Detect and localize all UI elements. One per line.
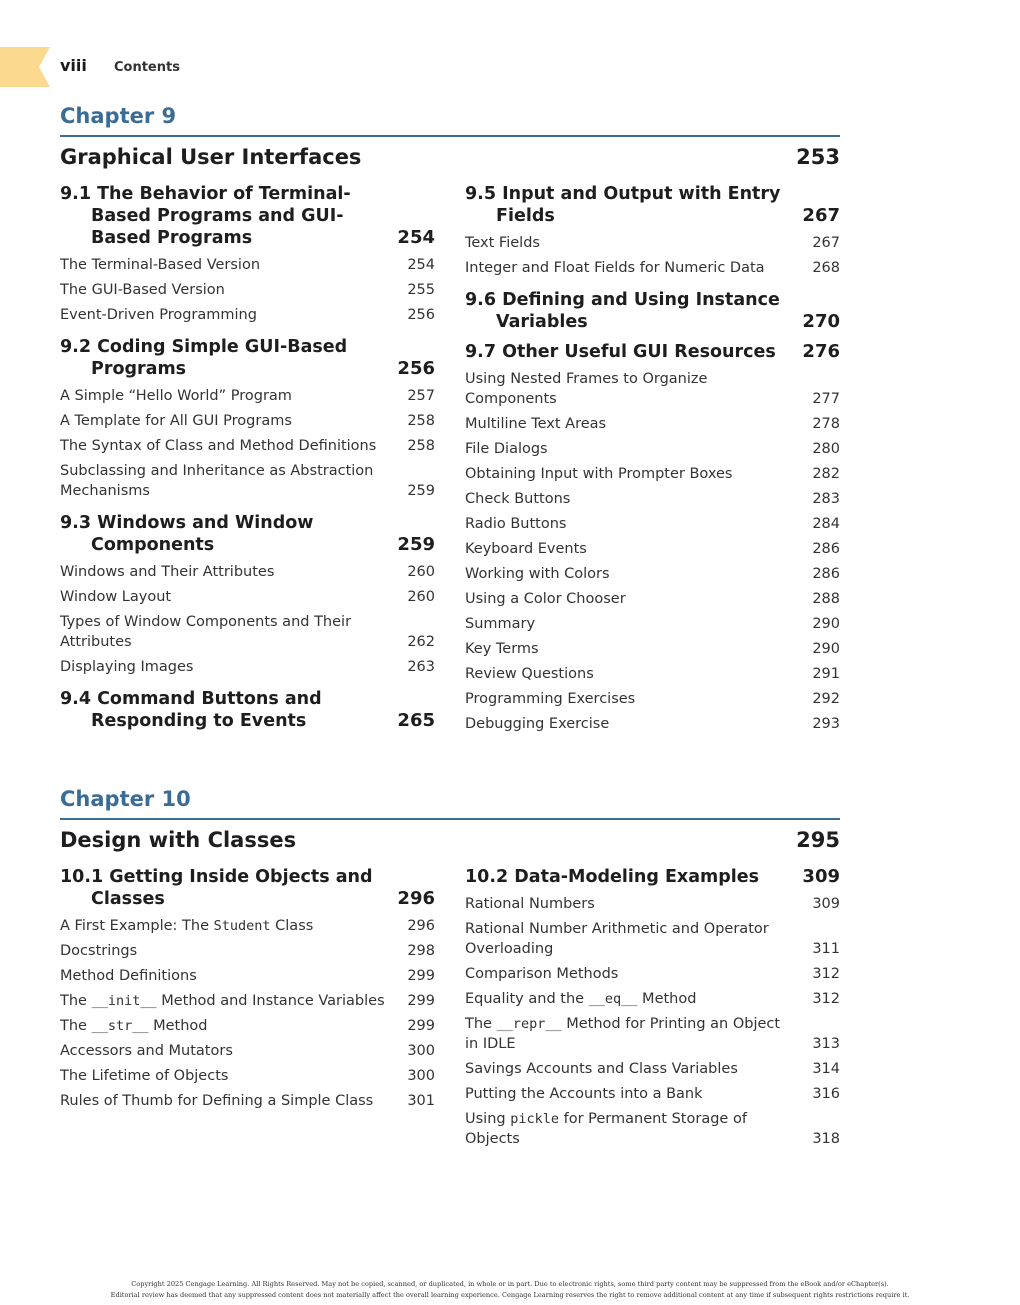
section-title: 10.2 Data-Modeling Examples bbox=[465, 867, 760, 887]
toc-subentry[interactable] bbox=[60, 1014, 435, 1039]
entry-text-part: A First Example: The bbox=[60, 918, 214, 934]
toc-subentry[interactable] bbox=[465, 662, 840, 687]
page-number-ref: 288 bbox=[812, 591, 840, 607]
toc-subentry[interactable] bbox=[60, 655, 435, 680]
toc-subentry[interactable] bbox=[60, 253, 435, 278]
toc-subentry[interactable] bbox=[465, 256, 840, 281]
page-number-ref: 277 bbox=[812, 391, 840, 407]
toc-subentry[interactable] bbox=[60, 1064, 435, 1089]
toc-subentry[interactable] bbox=[465, 917, 840, 962]
toc-left-column bbox=[60, 183, 435, 737]
code-term: __str__ bbox=[91, 1018, 149, 1034]
toc-subentry[interactable] bbox=[60, 939, 435, 964]
page-number-ref: 260 bbox=[407, 589, 435, 605]
entry-title bbox=[465, 1014, 795, 1054]
toc-subentry[interactable] bbox=[60, 384, 435, 409]
entry-title: Savings Accounts and Class Variables bbox=[465, 1061, 738, 1077]
toc-subentry[interactable] bbox=[60, 585, 435, 610]
toc-section-entry[interactable] bbox=[60, 183, 435, 249]
toc-subentry[interactable] bbox=[465, 637, 840, 662]
chapter-title[interactable]: Design with Classes bbox=[60, 828, 297, 852]
code-term: __eq__ bbox=[588, 991, 638, 1007]
page-number-ref: 309 bbox=[802, 866, 840, 887]
toc-subentry[interactable] bbox=[465, 687, 840, 712]
page-number-ref: 290 bbox=[812, 616, 840, 632]
entry-title: Windows and Their Attributes bbox=[60, 564, 275, 580]
toc-subentry[interactable] bbox=[465, 537, 840, 562]
section-title: 9.4 Command Buttons and Responding to Events bbox=[60, 689, 322, 731]
toc-subentry[interactable] bbox=[60, 989, 435, 1014]
page-number-ref: 256 bbox=[407, 307, 435, 323]
page-number-ref: 260 bbox=[407, 564, 435, 580]
page-number-ref: 284 bbox=[812, 516, 840, 532]
entry-title: Docstrings bbox=[60, 943, 138, 959]
page-number-ref: 258 bbox=[407, 413, 435, 429]
toc-section-entry[interactable] bbox=[60, 688, 435, 732]
page-number-ref: 298 bbox=[407, 943, 435, 959]
toc-section-entry[interactable] bbox=[465, 289, 840, 333]
page-number-ref: 296 bbox=[407, 918, 435, 934]
entry-title: The Terminal-Based Version bbox=[60, 257, 261, 273]
section-title: 9.6 Defining and Using Instance Variables bbox=[465, 290, 780, 332]
toc-section-entry[interactable] bbox=[465, 183, 840, 227]
page-number-ref: 312 bbox=[812, 991, 840, 1007]
toc-section-entry[interactable] bbox=[60, 866, 435, 910]
entry-title: Text Fields bbox=[465, 235, 540, 251]
toc-right-column bbox=[465, 183, 840, 737]
toc-subentry[interactable] bbox=[60, 434, 435, 459]
toc-subentry[interactable] bbox=[465, 962, 840, 987]
toc-subentry[interactable] bbox=[465, 1107, 840, 1152]
toc-right-column bbox=[465, 866, 840, 1152]
toc-section-entry[interactable] bbox=[60, 336, 435, 380]
toc-subentry[interactable] bbox=[465, 1012, 840, 1057]
chapter-rule bbox=[60, 818, 840, 820]
entry-title: Method Definitions bbox=[60, 968, 197, 984]
page-number-ref: 259 bbox=[407, 483, 435, 499]
entry-title: Integer and Float Fields for Numeric Data bbox=[465, 260, 765, 276]
toc-subentry[interactable] bbox=[465, 487, 840, 512]
page-number-ref: 299 bbox=[407, 1018, 435, 1034]
page-number-ref: 256 bbox=[397, 358, 435, 379]
entry-text-part: The bbox=[60, 1018, 92, 1034]
chapter-title-row bbox=[60, 145, 840, 169]
page-number-ref: 254 bbox=[407, 257, 435, 273]
toc-subentry[interactable] bbox=[465, 437, 840, 462]
entry-title: Review Questions bbox=[465, 666, 594, 682]
page-number-ref: 293 bbox=[812, 716, 840, 732]
entry-title: Obtaining Input with Prompter Boxes bbox=[465, 466, 733, 482]
running-header bbox=[60, 56, 180, 75]
entry-title: Accessors and Mutators bbox=[60, 1043, 233, 1059]
page-number-ref: 290 bbox=[812, 641, 840, 657]
entry-title: The GUI-Based Version bbox=[60, 282, 225, 298]
copyright-line: Editorial review has deemed that any suppressed content does not materially affect the overall learning experience. Cengage Learning reserves the right to remove additional content at any time if subsequent rights restrictions require it. bbox=[110, 1290, 910, 1299]
page-number-ref: 316 bbox=[812, 1086, 840, 1102]
copyright-notice bbox=[0, 1279, 1020, 1300]
entry-title bbox=[60, 916, 313, 936]
page-number-ref: 296 bbox=[397, 888, 435, 909]
entry-title: Debugging Exercise bbox=[465, 716, 610, 732]
entry-title: Displaying Images bbox=[60, 659, 194, 675]
page-number-ref: 314 bbox=[812, 1061, 840, 1077]
entry-title: Using a Color Chooser bbox=[465, 591, 626, 607]
toc-left-column bbox=[60, 866, 435, 1152]
toc-subentry[interactable] bbox=[465, 1082, 840, 1107]
toc-subentry[interactable] bbox=[465, 1057, 840, 1082]
page-number-ref: 255 bbox=[407, 282, 435, 298]
toc-section-entry[interactable] bbox=[465, 866, 840, 888]
entry-title bbox=[60, 991, 385, 1011]
entry-text-part: Method bbox=[637, 991, 697, 1007]
toc-columns bbox=[60, 183, 840, 737]
toc-section-entry[interactable] bbox=[60, 512, 435, 556]
page-number-ref: 291 bbox=[812, 666, 840, 682]
section-title: 10.1 Getting Inside Objects and Classes bbox=[60, 867, 373, 909]
toc-subentry[interactable] bbox=[60, 964, 435, 989]
toc-subentry[interactable] bbox=[465, 587, 840, 612]
entry-title: Putting the Accounts into a Bank bbox=[465, 1086, 703, 1102]
entry-title: Multiline Text Areas bbox=[465, 416, 607, 432]
entry-text-part: Method for Printing an Object in IDLE bbox=[465, 1016, 781, 1052]
entry-text-part: The bbox=[60, 993, 92, 1009]
page-number-ref: 311 bbox=[812, 941, 840, 957]
page-number-ref: 299 bbox=[407, 968, 435, 984]
section-title: 9.2 Coding Simple GUI-Based Programs bbox=[60, 337, 348, 379]
page-number-ref: 263 bbox=[407, 659, 435, 675]
toc-subentry[interactable] bbox=[60, 560, 435, 585]
chapter-title-row bbox=[60, 828, 840, 852]
entry-title: Rules of Thumb for Defining a Simple Class bbox=[60, 1093, 374, 1109]
toc-subentry[interactable] bbox=[465, 987, 840, 1012]
entry-text-part: for Permanent Storage of Objects bbox=[465, 1111, 747, 1147]
toc-columns bbox=[60, 866, 840, 1152]
entry-text-part: Equality and the bbox=[465, 991, 589, 1007]
entry-title bbox=[465, 989, 696, 1009]
entry-text-part: Method bbox=[148, 1018, 208, 1034]
page-number-ref: 313 bbox=[812, 1036, 840, 1052]
page-number-ref: 267 bbox=[812, 235, 840, 251]
entry-title: Keyboard Events bbox=[465, 541, 587, 557]
code-term: pickle bbox=[510, 1111, 559, 1127]
entry-title: Rational Number Arithmetic and Operator Overloading bbox=[465, 921, 769, 957]
toc-subentry[interactable] bbox=[60, 459, 435, 504]
running-title: Contents bbox=[113, 60, 180, 75]
entry-title: Check Buttons bbox=[465, 491, 571, 507]
toc-subentry[interactable] bbox=[60, 1039, 435, 1064]
section-title: 9.5 Input and Output with Entry Fields bbox=[465, 184, 781, 226]
page-number-ref: 300 bbox=[407, 1068, 435, 1084]
page-number-ref: 280 bbox=[812, 441, 840, 457]
page-number-ref: 254 bbox=[397, 227, 435, 248]
copyright-line: Copyright 2025 Cengage Learning. All Rights Reserved. May not be copied, scanned, or duplicated, in whole or in part. Due to electronic rights, some third party content may be suppressed from the eBook and/or eChapter(s). bbox=[131, 1280, 889, 1288]
entry-text-part: Class bbox=[270, 918, 314, 934]
section-title: 9.7 Other Useful GUI Resources bbox=[465, 342, 776, 362]
entry-title: Subclassing and Inheritance as Abstraction Mechanisms bbox=[60, 463, 374, 499]
page-number-ref: 259 bbox=[397, 534, 435, 555]
entry-title: Working with Colors bbox=[465, 566, 610, 582]
toc-subentry[interactable] bbox=[60, 914, 435, 939]
page-tab-decoration bbox=[0, 47, 50, 87]
entry-title: Window Layout bbox=[60, 589, 172, 605]
toc-subentry[interactable] bbox=[465, 512, 840, 537]
entry-title: Radio Buttons bbox=[465, 516, 567, 532]
page-number-ref: 257 bbox=[407, 388, 435, 404]
chapter-rule bbox=[60, 135, 840, 137]
page-number-ref: 309 bbox=[812, 896, 840, 912]
page-number-ref: 312 bbox=[812, 966, 840, 982]
page-number-ref: 318 bbox=[812, 1131, 840, 1147]
chapter-label: Chapter 10 bbox=[60, 787, 191, 811]
toc-subentry[interactable] bbox=[60, 303, 435, 328]
toc-subentry[interactable] bbox=[465, 712, 840, 737]
entry-text-part: The bbox=[465, 1016, 497, 1032]
section-title: 9.3 Windows and Window Components bbox=[60, 513, 314, 555]
toc-subentry[interactable] bbox=[465, 612, 840, 637]
toc-subentry[interactable] bbox=[60, 610, 435, 655]
page-number-ref: 278 bbox=[812, 416, 840, 432]
toc-subentry[interactable] bbox=[60, 278, 435, 303]
entry-title: Programming Exercises bbox=[465, 691, 636, 707]
entry-title: The Lifetime of Objects bbox=[60, 1068, 229, 1084]
page-number-ref: 258 bbox=[407, 438, 435, 454]
page-number-ref: 300 bbox=[407, 1043, 435, 1059]
page-number: viii bbox=[60, 56, 87, 75]
page-number-ref: 292 bbox=[812, 691, 840, 707]
toc-section-entry[interactable] bbox=[465, 341, 840, 363]
page-number-ref: 270 bbox=[802, 311, 840, 332]
toc-subentry[interactable] bbox=[60, 409, 435, 434]
toc-subentry[interactable] bbox=[465, 562, 840, 587]
entry-title: The Syntax of Class and Method Definitions bbox=[60, 438, 377, 454]
toc-subentry[interactable] bbox=[465, 231, 840, 256]
page-number-ref: 267 bbox=[802, 205, 840, 226]
page-number-ref: 286 bbox=[812, 566, 840, 582]
entry-title: Rational Numbers bbox=[465, 896, 595, 912]
chapter-page: 253 bbox=[796, 145, 840, 169]
page-number-ref: 262 bbox=[407, 634, 435, 650]
page-number-ref: 299 bbox=[407, 993, 435, 1009]
entry-title: Event-Driven Programming bbox=[60, 307, 257, 323]
chapter-title[interactable]: Graphical User Interfaces bbox=[60, 145, 362, 169]
page-number-ref: 286 bbox=[812, 541, 840, 557]
entry-title: Key Terms bbox=[465, 641, 539, 657]
entry-title: Comparison Methods bbox=[465, 966, 619, 982]
page-number-ref: 276 bbox=[802, 341, 840, 362]
entry-title: Summary bbox=[465, 616, 536, 632]
section-title: 9.1 The Behavior of Terminal-Based Programs and GUI-Based Programs bbox=[60, 184, 351, 248]
page-number-ref: 265 bbox=[397, 710, 435, 731]
entry-text-part: Method and Instance Variables bbox=[156, 993, 385, 1009]
entry-title: Types of Window Components and Their Attributes bbox=[60, 614, 352, 650]
entry-title: Using Nested Frames to Organize Components bbox=[465, 371, 708, 407]
toc-subentry[interactable] bbox=[60, 1089, 435, 1114]
code-term: __init__ bbox=[91, 993, 157, 1009]
chapter-block bbox=[60, 106, 840, 737]
chapter-block bbox=[60, 789, 840, 1152]
page-number-ref: 282 bbox=[812, 466, 840, 482]
entry-title: A Simple “Hello World” Program bbox=[60, 388, 292, 404]
page-number-ref: 301 bbox=[407, 1093, 435, 1109]
toc-subentry[interactable] bbox=[465, 462, 840, 487]
entry-title bbox=[60, 1016, 207, 1036]
code-term: Student bbox=[213, 918, 271, 934]
code-term: __repr__ bbox=[496, 1016, 562, 1032]
toc-subentry[interactable] bbox=[465, 367, 840, 412]
toc-subentry[interactable] bbox=[465, 892, 840, 917]
entry-title bbox=[465, 1109, 795, 1149]
page-number-ref: 283 bbox=[812, 491, 840, 507]
toc-subentry[interactable] bbox=[465, 412, 840, 437]
chapter-label: Chapter 9 bbox=[60, 104, 177, 128]
chapter-page: 295 bbox=[796, 828, 840, 852]
entry-title: A Template for All GUI Programs bbox=[60, 413, 292, 429]
page-number-ref: 268 bbox=[812, 260, 840, 276]
entry-text-part: Using bbox=[465, 1111, 511, 1127]
entry-title: File Dialogs bbox=[465, 441, 548, 457]
